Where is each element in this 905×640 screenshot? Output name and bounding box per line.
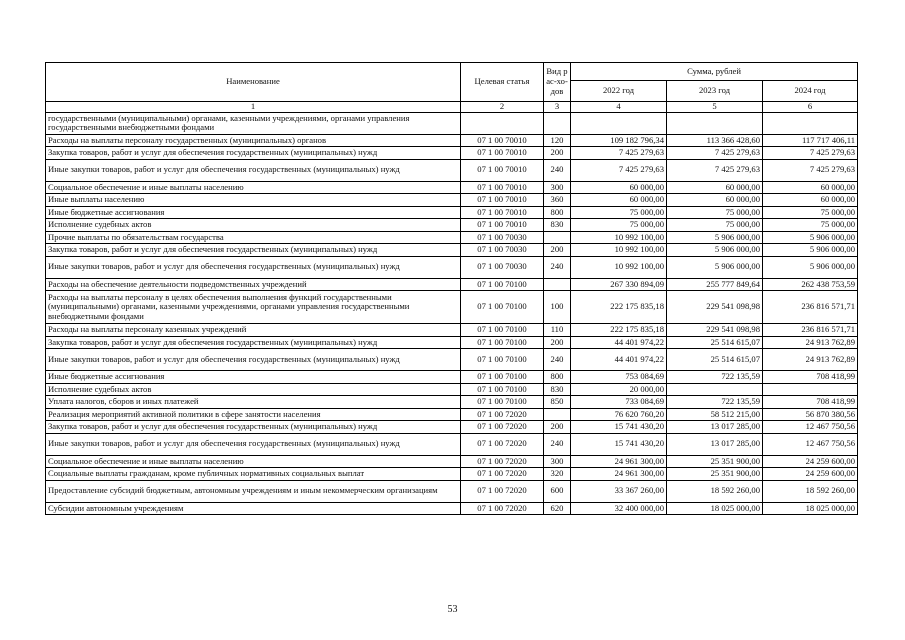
header-year-2023: 2023 год: [667, 81, 763, 102]
cell-sum-2023: 18 025 000,00: [667, 502, 763, 515]
table-row: [46, 219, 858, 232]
cell-target-article: 07 1 00 70030: [461, 256, 544, 278]
cell-sum-2023: 25 351 900,00: [667, 468, 763, 481]
cell-target-article: 07 1 00 70100: [461, 291, 544, 324]
column-index: 2: [461, 102, 544, 113]
header-sum: Сумма, рублей: [571, 63, 858, 81]
cell-sum-2024: 24 259 600,00: [763, 455, 858, 468]
cell-sum-2024: 708 418,99: [763, 371, 858, 384]
table-row: [46, 112, 858, 134]
table-row: [46, 396, 858, 409]
table-row: [46, 159, 858, 181]
cell-target-article: 07 1 00 70100: [461, 371, 544, 384]
cell-name: Расходы на выплаты персоналу казенных учреждений: [46, 324, 461, 337]
cell-target-article: 07 1 00 70100: [461, 396, 544, 409]
table-row: [46, 336, 858, 349]
cell-name: Прочие выплаты по обязательствам государства: [46, 231, 461, 244]
table-row: [46, 468, 858, 481]
cell-expense-kind: 200: [544, 244, 571, 257]
cell-sum-2024: 5 906 000,00: [763, 231, 858, 244]
cell-sum-2023: 229 541 098,98: [667, 324, 763, 337]
cell-name: Расходы на обеспечение деятельности подведомственных учреждений: [46, 278, 461, 291]
cell-name: Иные закупки товаров, работ и услуг для обеспечения государственных (муниципальных) нужд: [46, 433, 461, 455]
cell-sum-2024: 5 906 000,00: [763, 256, 858, 278]
cell-sum-2023: 25 514 615,07: [667, 349, 763, 371]
cell-expense-kind: 600: [544, 480, 571, 502]
table-row: [46, 383, 858, 396]
column-index-row: [46, 102, 858, 113]
cell-target-article: 07 1 00 70010: [461, 134, 544, 147]
cell-sum-2022: 733 084,69: [571, 396, 667, 409]
cell-expense-kind: 240: [544, 349, 571, 371]
cell-name: Расходы на выплаты персоналу в целях обеспечения выполнения функций государственными (муниципальными) органами, казенными учреждениями, органами управления государственными внебюджетными фондами: [46, 291, 461, 324]
cell-sum-2023: 722 135,59: [667, 396, 763, 409]
cell-sum-2023: 722 135,59: [667, 371, 763, 384]
table-row: [46, 349, 858, 371]
cell-expense-kind: 200: [544, 147, 571, 160]
cell-expense-kind: 120: [544, 134, 571, 147]
table-row: [46, 231, 858, 244]
cell-name: Закупка товаров, работ и услуг для обеспечения государственных (муниципальных) нужд: [46, 147, 461, 160]
cell-expense-kind: [544, 112, 571, 134]
table-row: [46, 278, 858, 291]
cell-sum-2023: 13 017 285,00: [667, 421, 763, 434]
cell-sum-2022: 60 000,00: [571, 194, 667, 207]
cell-name: Закупка товаров, работ и услуг для обеспечения государственных (муниципальных) нужд: [46, 336, 461, 349]
cell-sum-2023: 60 000,00: [667, 181, 763, 194]
budget-table: [45, 62, 858, 515]
cell-sum-2022: 7 425 279,63: [571, 159, 667, 181]
cell-name: Уплата налогов, сборов и иных платежей: [46, 396, 461, 409]
table-row: [46, 502, 858, 515]
table-row: [46, 134, 858, 147]
cell-target-article: 07 1 00 70100: [461, 349, 544, 371]
cell-expense-kind: [544, 231, 571, 244]
cell-sum-2022: 15 741 430,20: [571, 433, 667, 455]
cell-target-article: 07 1 00 72020: [461, 408, 544, 421]
cell-expense-kind: 620: [544, 502, 571, 515]
table-row: [46, 421, 858, 434]
column-index: 6: [763, 102, 858, 113]
cell-target-article: 07 1 00 72020: [461, 421, 544, 434]
cell-sum-2024: 236 816 571,71: [763, 291, 858, 324]
cell-expense-kind: 110: [544, 324, 571, 337]
cell-sum-2023: 18 592 260,00: [667, 480, 763, 502]
cell-sum-2024: 5 906 000,00: [763, 244, 858, 257]
cell-sum-2024: [763, 383, 858, 396]
cell-sum-2024: 7 425 279,63: [763, 159, 858, 181]
cell-sum-2022: 10 992 100,00: [571, 231, 667, 244]
table-row: [46, 371, 858, 384]
cell-sum-2024: 75 000,00: [763, 206, 858, 219]
cell-sum-2022: 267 330 894,09: [571, 278, 667, 291]
cell-target-article: 07 1 00 70100: [461, 336, 544, 349]
table-row: [46, 480, 858, 502]
cell-sum-2023: 58 512 215,00: [667, 408, 763, 421]
cell-target-article: 07 1 00 72020: [461, 455, 544, 468]
cell-target-article: 07 1 00 70030: [461, 244, 544, 257]
cell-sum-2024: 75 000,00: [763, 219, 858, 232]
table-row: [46, 324, 858, 337]
cell-sum-2024: 60 000,00: [763, 181, 858, 194]
header-expense-kind: Вид рас-хо-дов: [544, 63, 571, 102]
cell-sum-2022: 60 000,00: [571, 181, 667, 194]
cell-sum-2023: 60 000,00: [667, 194, 763, 207]
cell-sum-2024: 708 418,99: [763, 396, 858, 409]
cell-name: государственными (муниципальными) органами, казенными учреждениями, органами управления государственными внебюджетными фондами: [46, 112, 461, 134]
cell-name: Предоставление субсидий бюджетным, автономным учреждениям и иным некоммерческим организациям: [46, 480, 461, 502]
cell-name: Иные закупки товаров, работ и услуг для обеспечения государственных (муниципальных) нужд: [46, 349, 461, 371]
cell-expense-kind: 200: [544, 421, 571, 434]
column-index: 4: [571, 102, 667, 113]
cell-name: Иные бюджетные ассигнования: [46, 371, 461, 384]
cell-target-article: 07 1 00 72020: [461, 433, 544, 455]
cell-name: Реализация мероприятий активной политики в сфере занятости населения: [46, 408, 461, 421]
cell-sum-2024: 7 425 279,63: [763, 147, 858, 160]
cell-name: Закупка товаров, работ и услуг для обеспечения государственных (муниципальных) нужд: [46, 244, 461, 257]
cell-target-article: 07 1 00 70010: [461, 206, 544, 219]
cell-sum-2024: 24 913 762,89: [763, 336, 858, 349]
cell-name: Закупка товаров, работ и услуг для обеспечения государственных (муниципальных) нужд: [46, 421, 461, 434]
header-year-2022: 2022 год: [571, 81, 667, 102]
cell-sum-2022: 44 401 974,22: [571, 349, 667, 371]
cell-sum-2022: 44 401 974,22: [571, 336, 667, 349]
cell-name: Исполнение судебных актов: [46, 383, 461, 396]
cell-sum-2022: 222 175 835,18: [571, 324, 667, 337]
cell-target-article: 07 1 00 70100: [461, 383, 544, 396]
cell-sum-2024: 18 025 000,00: [763, 502, 858, 515]
cell-sum-2023: [667, 112, 763, 134]
cell-sum-2024: 60 000,00: [763, 194, 858, 207]
cell-sum-2024: 56 870 380,56: [763, 408, 858, 421]
cell-sum-2022: 10 992 100,00: [571, 256, 667, 278]
cell-sum-2024: 12 467 750,56: [763, 433, 858, 455]
column-index: 1: [46, 102, 461, 113]
cell-expense-kind: 830: [544, 383, 571, 396]
table-row: [46, 291, 858, 324]
table-row: [46, 206, 858, 219]
cell-sum-2022: 76 620 760,20: [571, 408, 667, 421]
cell-sum-2023: 25 514 615,07: [667, 336, 763, 349]
cell-sum-2022: 753 084,69: [571, 371, 667, 384]
cell-sum-2023: 7 425 279,63: [667, 147, 763, 160]
cell-sum-2023: 75 000,00: [667, 206, 763, 219]
cell-sum-2023: [667, 383, 763, 396]
cell-target-article: 07 1 00 70030: [461, 231, 544, 244]
table-row: [46, 147, 858, 160]
cell-expense-kind: [544, 278, 571, 291]
cell-expense-kind: 100: [544, 291, 571, 324]
cell-sum-2022: 33 367 260,00: [571, 480, 667, 502]
cell-expense-kind: 800: [544, 371, 571, 384]
cell-name: Расходы на выплаты персоналу государственных (муниципальных) органов: [46, 134, 461, 147]
cell-target-article: 07 1 00 70010: [461, 194, 544, 207]
cell-name: Иные выплаты населению: [46, 194, 461, 207]
header-target-article: Целевая статья: [461, 63, 544, 102]
table-row: [46, 433, 858, 455]
cell-sum-2023: 7 425 279,63: [667, 159, 763, 181]
cell-expense-kind: 800: [544, 206, 571, 219]
cell-expense-kind: 300: [544, 455, 571, 468]
cell-name: Субсидии автономным учреждениям: [46, 502, 461, 515]
cell-name: Исполнение судебных актов: [46, 219, 461, 232]
cell-sum-2022: 10 992 100,00: [571, 244, 667, 257]
cell-sum-2022: 7 425 279,63: [571, 147, 667, 160]
cell-sum-2022: 75 000,00: [571, 206, 667, 219]
table-row: [46, 181, 858, 194]
cell-target-article: 07 1 00 70010: [461, 181, 544, 194]
cell-target-article: 07 1 00 70010: [461, 147, 544, 160]
cell-expense-kind: 200: [544, 336, 571, 349]
cell-name: Социальное обеспечение и иные выплаты населению: [46, 455, 461, 468]
table-row: [46, 455, 858, 468]
header-name: Наименование: [46, 63, 461, 102]
cell-expense-kind: 850: [544, 396, 571, 409]
cell-sum-2023: 229 541 098,98: [667, 291, 763, 324]
cell-target-article: 07 1 00 70010: [461, 159, 544, 181]
cell-sum-2024: 236 816 571,71: [763, 324, 858, 337]
cell-sum-2023: 13 017 285,00: [667, 433, 763, 455]
table-row: [46, 256, 858, 278]
cell-sum-2024: 12 467 750,56: [763, 421, 858, 434]
cell-sum-2022: 222 175 835,18: [571, 291, 667, 324]
cell-expense-kind: 240: [544, 159, 571, 181]
table-body: [46, 112, 858, 515]
cell-expense-kind: 830: [544, 219, 571, 232]
cell-sum-2023: 113 366 428,60: [667, 134, 763, 147]
cell-sum-2024: 24 913 762,89: [763, 349, 858, 371]
cell-sum-2024: 117 717 406,11: [763, 134, 858, 147]
cell-sum-2022: 32 400 000,00: [571, 502, 667, 515]
cell-sum-2024: 24 259 600,00: [763, 468, 858, 481]
cell-name: Социальное обеспечение и иные выплаты населению: [46, 181, 461, 194]
cell-sum-2023: 25 351 900,00: [667, 455, 763, 468]
cell-sum-2023: 75 000,00: [667, 219, 763, 232]
cell-target-article: 07 1 00 70100: [461, 324, 544, 337]
cell-name: Иные закупки товаров, работ и услуг для обеспечения государственных (муниципальных) нужд: [46, 256, 461, 278]
table-row: [46, 408, 858, 421]
cell-expense-kind: 240: [544, 256, 571, 278]
cell-sum-2022: 24 961 300,00: [571, 455, 667, 468]
cell-sum-2024: 262 438 753,59: [763, 278, 858, 291]
cell-target-article: 07 1 00 70010: [461, 219, 544, 232]
header-year-2024: 2024 год: [763, 81, 858, 102]
page-number: 53: [447, 604, 458, 615]
cell-name: Иные бюджетные ассигнования: [46, 206, 461, 219]
cell-target-article: [461, 112, 544, 134]
cell-sum-2022: 75 000,00: [571, 219, 667, 232]
cell-expense-kind: 300: [544, 181, 571, 194]
cell-sum-2023: 5 906 000,00: [667, 244, 763, 257]
cell-target-article: 07 1 00 72020: [461, 502, 544, 515]
cell-name: Социальные выплаты гражданам, кроме публичных нормативных социальных выплат: [46, 468, 461, 481]
cell-sum-2023: 5 906 000,00: [667, 256, 763, 278]
table-row: [46, 244, 858, 257]
cell-target-article: 07 1 00 72020: [461, 468, 544, 481]
column-index: 5: [667, 102, 763, 113]
cell-sum-2022: [571, 112, 667, 134]
cell-sum-2022: 109 182 796,34: [571, 134, 667, 147]
cell-sum-2024: 18 592 260,00: [763, 480, 858, 502]
cell-sum-2024: [763, 112, 858, 134]
cell-expense-kind: 240: [544, 433, 571, 455]
cell-name: Иные закупки товаров, работ и услуг для обеспечения государственных (муниципальных) нужд: [46, 159, 461, 181]
column-index: 3: [544, 102, 571, 113]
cell-target-article: 07 1 00 70100: [461, 278, 544, 291]
cell-sum-2022: 20 000,00: [571, 383, 667, 396]
cell-sum-2022: 15 741 430,20: [571, 421, 667, 434]
cell-expense-kind: 320: [544, 468, 571, 481]
cell-expense-kind: [544, 408, 571, 421]
cell-expense-kind: 360: [544, 194, 571, 207]
cell-sum-2023: 5 906 000,00: [667, 231, 763, 244]
cell-sum-2022: 24 961 300,00: [571, 468, 667, 481]
cell-target-article: 07 1 00 72020: [461, 480, 544, 502]
table-row: [46, 194, 858, 207]
cell-sum-2023: 255 777 849,64: [667, 278, 763, 291]
